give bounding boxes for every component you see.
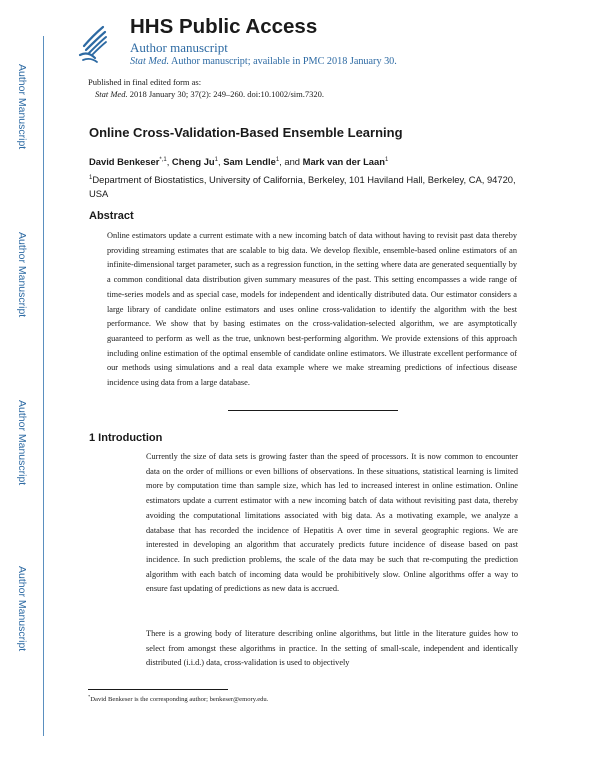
affiliation <box>89 171 519 201</box>
availability-text: Author manuscript; available in PMC 2018 January 30. <box>171 56 397 67</box>
side-label-author-manuscript: Author Manuscript <box>16 64 28 150</box>
affiliation-marker: 1 <box>89 175 93 181</box>
paper-title: Online Cross-Validation-Based Ensemble Learning <box>89 125 403 140</box>
side-label-author-manuscript: Author Manuscript <box>16 232 28 318</box>
hhs-public-access-title: HHS Public Access <box>130 15 318 38</box>
footnote-marker: * <box>88 694 91 699</box>
author-affiliation-marker: 1 <box>214 156 218 163</box>
author-manuscript-label: Author manuscript <box>130 40 228 55</box>
footnote-text: David Benkeser is the corresponding author; benkeser@emory.edu. <box>90 696 269 704</box>
citation-journal: Stat Med. <box>95 89 128 99</box>
author-affiliation-marker: 1 <box>275 156 280 163</box>
citation <box>95 89 324 99</box>
author-name: Sam Lendle <box>223 156 276 167</box>
footnote-divider <box>88 689 228 690</box>
author-separator: , <box>217 156 224 167</box>
abstract-text: Online estimators update a current estimate with a new incoming batch of data without having to revisit past data thereby providing streaming estimates that are scalable to big data. We develop flexible, ensemble-based online estimators of an infinite-dimensional target parameter, such as a regression function, in the setting where data are generated sequentially by a common conditional data distribution given summary measures of the past. This setting encompasses a wide range of time-series models and as special case, models for independent and identically distributed data. Our estimator considers a large library of candidate online estimators and uses online cross-validation to identify the algorithm with the best performance. We show that by basing estimates on the cross-validation-selected algorithm, we are asymptotically guaranteed to perform as well as the true, unknown best-performing algorithm. We provide extensions of this approach including online estimation of the optimal ensemble of candidate online estimators. We illustrate excellent performance of our methods using simulations and a real data example where we make streaming predictions of infectious disease incidence using data from a large database. <box>107 231 517 388</box>
author-separator: , and <box>279 156 303 167</box>
margin-rule <box>43 36 44 736</box>
author-name: Mark van der Laan <box>302 156 385 167</box>
side-label-author-manuscript: Author Manuscript <box>16 400 28 486</box>
citation-details: 2018 January 30; 37(2): 249–260. doi:10.1002/sim.7320. <box>129 89 325 99</box>
introduction-paragraph: There is a growing body of literature describing online algorithms, but little in the literature guides how to select from amongst these algorithms in practice. In the setting of small-scale, independent and identically distributed (i.i.d.) data, cross-validation is used to objectively <box>146 629 518 668</box>
published-label: Published in final edited form as: <box>88 77 202 87</box>
author-name: Cheng Ju <box>171 156 215 167</box>
affiliation-text: Department of Biostatistics, University of California, Berkeley, 101 Haviland Hall, Berkeley, CA, 94720, USA <box>89 174 516 200</box>
abstract-heading: Abstract <box>89 210 134 222</box>
author-list <box>89 156 388 167</box>
abstract-divider <box>228 410 398 411</box>
manuscript-availability <box>130 56 397 67</box>
author-affiliation-marker: 1 <box>384 156 389 163</box>
hhs-eagle-logo-icon <box>74 22 112 66</box>
author-separator: , <box>166 156 172 167</box>
introduction-paragraph: Currently the size of data sets is growing faster than the speed of processors. It is now common to encounter data on the order of millions or even billions of observations. In these situations, statistical learning is limited more by computation time than sample size, which has led to increased interest in online estimation. Online estimators update a current estimator with a new incoming batch of data without revisiting past data, thereby avoiding the computational limitations associated with big data. As a motivating example, we analyze a database that has recorded the incidence of Hepatitis A over time in several geographic regions. We are interested in developing an algorithm that accurately predicts future incidence of disease based on past incidence. In such prediction problems, the scale of the data may be such that re-computing the prediction algorithm with each batch of incoming data would be prohibitively slow. Online algorithms offer a way to ensure fast updating of predictions as new data is accrued. <box>146 452 518 594</box>
side-label-author-manuscript: Author Manuscript <box>16 566 28 652</box>
introduction-heading: 1 Introduction <box>89 432 163 444</box>
author-name: David Benkeser <box>89 156 160 167</box>
footnote <box>88 694 268 703</box>
author-affiliation-marker: *,1 <box>159 156 167 163</box>
journal-name: Stat Med. <box>130 56 170 67</box>
